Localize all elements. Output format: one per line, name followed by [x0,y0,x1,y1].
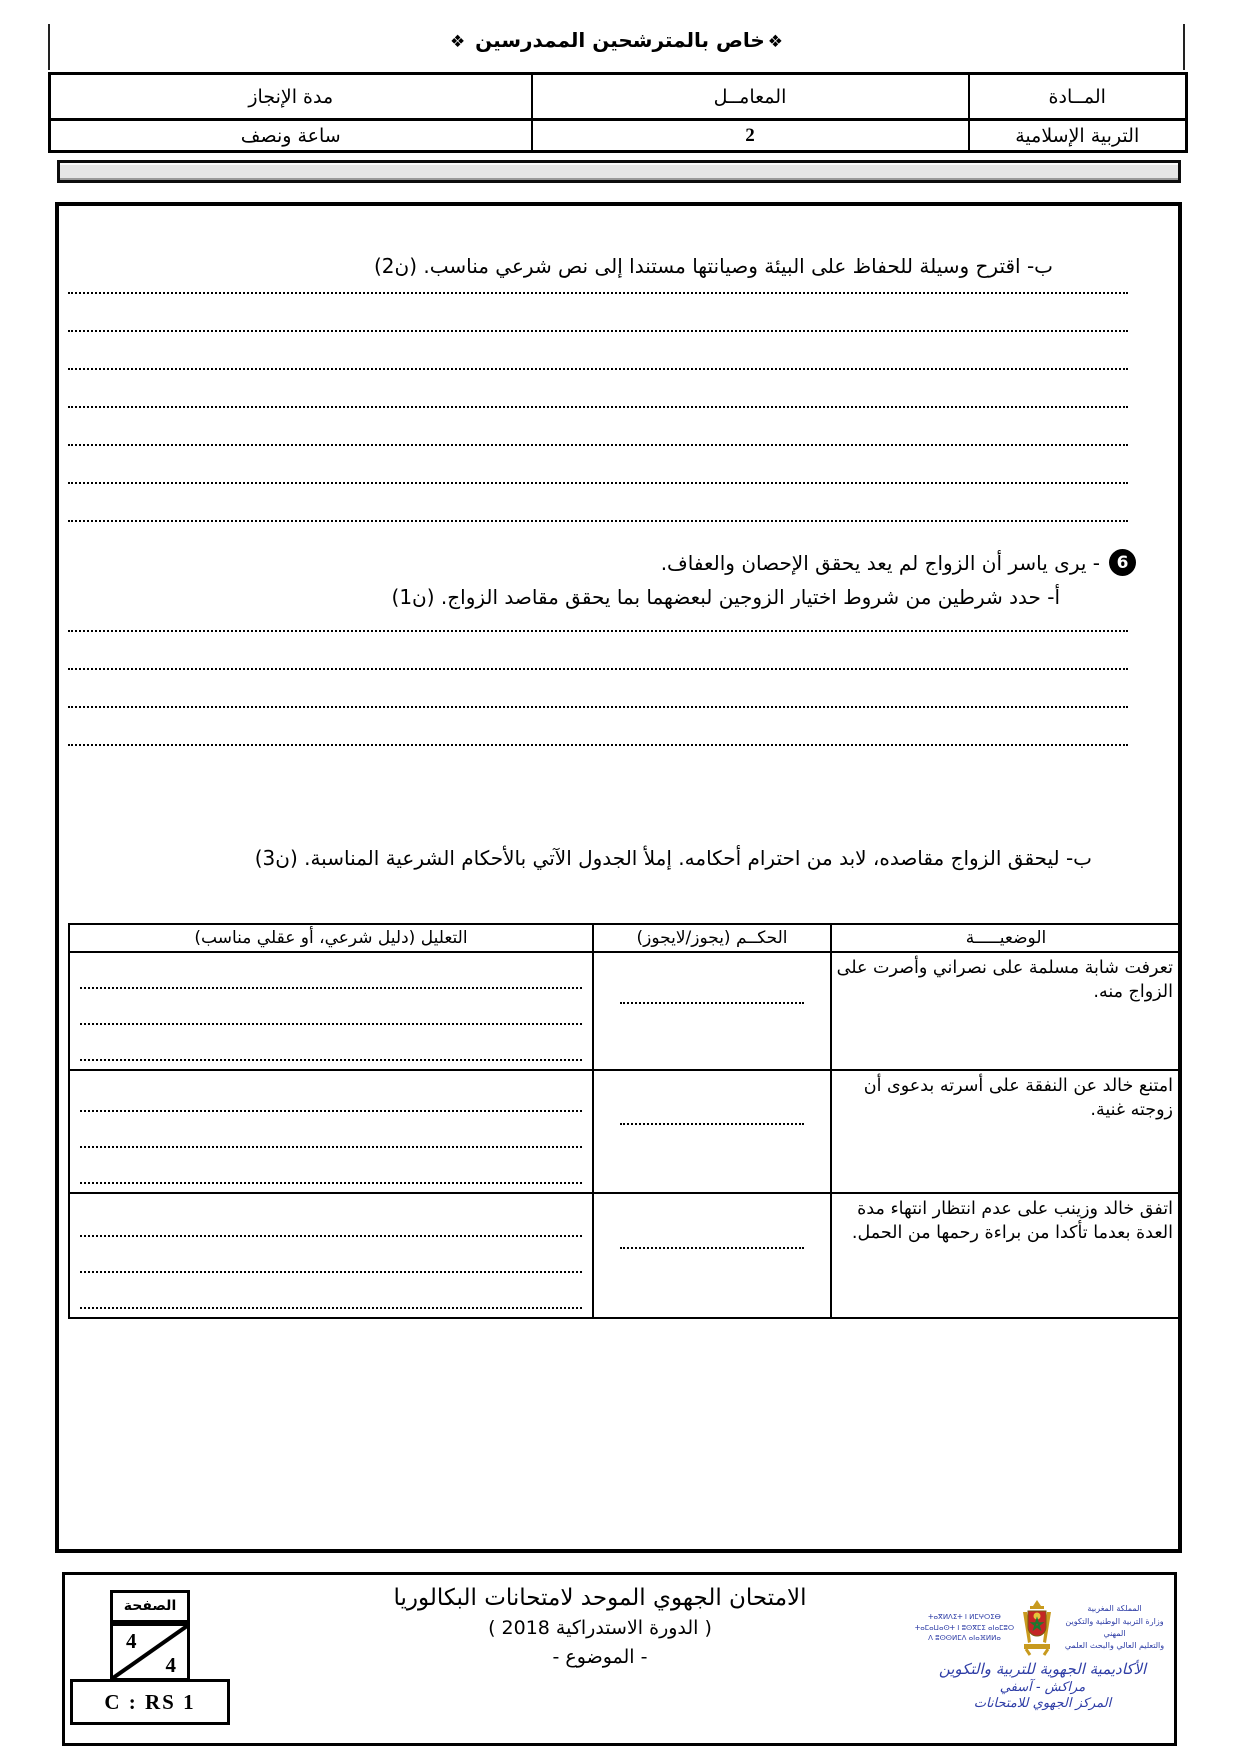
academy-region: مراكش - آسفي [999,1680,1086,1695]
tifinagh-line: ⴷ ⵓⵙⵙⵍⵎⴷ ⴰⵏⴰⴼⵍⵍⴰ [928,1634,1001,1643]
kingdom-line: وزارة التربية الوطنية والتكوين المهني [1065,1616,1164,1638]
answer-line [620,1002,803,1004]
answer-line [68,706,1128,708]
info-value-row [50,120,1187,152]
exam-subject-line: - الموضوع - [552,1646,648,1668]
academy-script [910,1660,1175,1711]
justification-cell [69,1193,593,1318]
answer-line [80,1148,582,1184]
answer-line [80,953,582,989]
answer-line [68,630,1128,632]
answer-line [80,1237,582,1273]
question-6-intro: - يرى ياسر أن الزواج لم يعد يحقق الإحصان والعفاف. [660,550,1100,575]
answer-line [620,1247,803,1249]
academy-exam-center: المركز الجهوي للامتحانات [973,1696,1112,1711]
situation-cell: امتنع خالد عن النفقة على أسرته بدعوى أن زوجته غنية. [831,1070,1181,1193]
answer-line [620,1123,803,1125]
academy-stamp [910,1599,1175,1711]
justification-cell [69,1070,593,1193]
page-fraction-box [110,1623,190,1681]
answer-line [68,520,1128,522]
footer-frame [62,1572,1177,1746]
answer-line [68,744,1128,746]
answer-line [68,444,1128,446]
ministry-letterhead [910,1599,1175,1657]
subject-value-cell: التربية الإسلامية [969,120,1187,152]
exam-info-table [48,72,1188,153]
justification-column-header: التعليل (دليل شرعي، أو عقلي مناسب) [69,924,593,952]
diamond-icon: ❖ [767,32,784,52]
situation-cell: تعرفت شابة مسلمة على نصراني وأصرت على الزواج منه. [831,952,1181,1070]
ministry-tifinagh-lines [915,1612,1015,1645]
kingdom-line: المملكة المغربية [1087,1604,1142,1614]
question-6-number-badge: 6 [1109,549,1136,576]
answer-line [68,668,1128,670]
answer-line [80,989,582,1025]
question-6 [661,549,1136,576]
tifinagh-line: ⵜⴰⴳⵍⴷⵉⵜ ⵏ ⵍⵎⵖⵔⵉⴱ [928,1612,1001,1621]
situation-column-header: الوضعيـــــة [831,924,1181,952]
answer-line [80,1201,582,1237]
coefficient-header-cell: المعامــل [532,74,969,120]
answer-line [80,1076,582,1112]
academy-name: الأكاديمية الجهوية للتربية والتكوين [938,1660,1147,1678]
answer-line [80,1273,582,1309]
justification-cell [69,952,593,1070]
coat-of-arms-icon [1020,1599,1054,1657]
section-divider-bar [57,160,1181,183]
exam-body-frame [55,202,1182,1553]
table-row [69,1193,1181,1318]
subject-header-cell: المــادة [969,74,1187,120]
ruling-cell [593,952,831,1070]
answer-line [68,482,1128,484]
rulings-header-row [69,924,1181,952]
answer-line [80,1025,582,1061]
ministry-arabic-lines [1059,1603,1171,1653]
ruling-column-header: الحكــم (يجوز/لايجوز) [593,924,831,952]
ruling-cell [593,1193,831,1318]
kingdom-line: والتعليم العالي والبحث العلمي [1064,1641,1165,1651]
diamond-icon: ❖ [449,32,466,52]
tifinagh-line: ⵜⴰⵎⴰⵡⴰⵙⵜ ⵏ ⵓⵙⴳⵎⵉ ⴰⵏⴰⵎⵓⵔ [914,1623,1015,1632]
ruling-cell [593,1070,831,1193]
candidates-note [48,28,1185,52]
footer-title [365,1585,835,1668]
exam-session-line: ( الدورة الاستدراكية 2018 ) [488,1617,712,1639]
exam-title-line: الامتحان الجهوي الموحد لامتحانات البكالوريا [393,1585,807,1611]
duration-value-cell: ساعة ونصف [50,120,532,152]
exam-code: C : RS 1 [104,1690,196,1714]
page-total: 4 [165,1653,176,1677]
question-5b: ب- اقترح وسيلة للحفاظ على البيئة وصيانتها مستندا إلى نص شرعي مناسب. (ن2) [373,254,1053,278]
answer-line [68,406,1128,408]
rulings-table [68,923,1182,1319]
question-6b: ب- ليحقق الزواج مقاصده، لابد من احترام أحكامه. إملأ الجدول الآتي بالأحكام الشرعية المناسبة. (ن3) [254,846,1092,870]
exam-code-box [70,1679,230,1725]
duration-header-cell: مدة الإنجاز [50,74,532,120]
page-label-box: الصفحة [110,1590,190,1623]
answer-line [80,1112,582,1148]
coefficient-value-cell: 2 [532,120,969,152]
situation-cell: اتفق خالد وزينب على عدم انتظار انتهاء مدة العدة بعدما تأكدا من براءة رحمها من الحمل. [831,1193,1181,1318]
table-row [69,952,1181,1070]
info-header-row [50,74,1187,120]
answer-line [68,368,1128,370]
page-number: 4 [126,1629,137,1653]
answer-line [68,292,1128,294]
question-6a: أ- حدد شرطين من شروط اختيار الزوجين لبعضهما بما يحقق مقاصد الزواج. (ن1) [391,585,1060,609]
answer-line [68,330,1128,332]
candidates-note-text: خاص بالمترشحين الممدرسين [475,28,765,52]
table-row [69,1070,1181,1193]
